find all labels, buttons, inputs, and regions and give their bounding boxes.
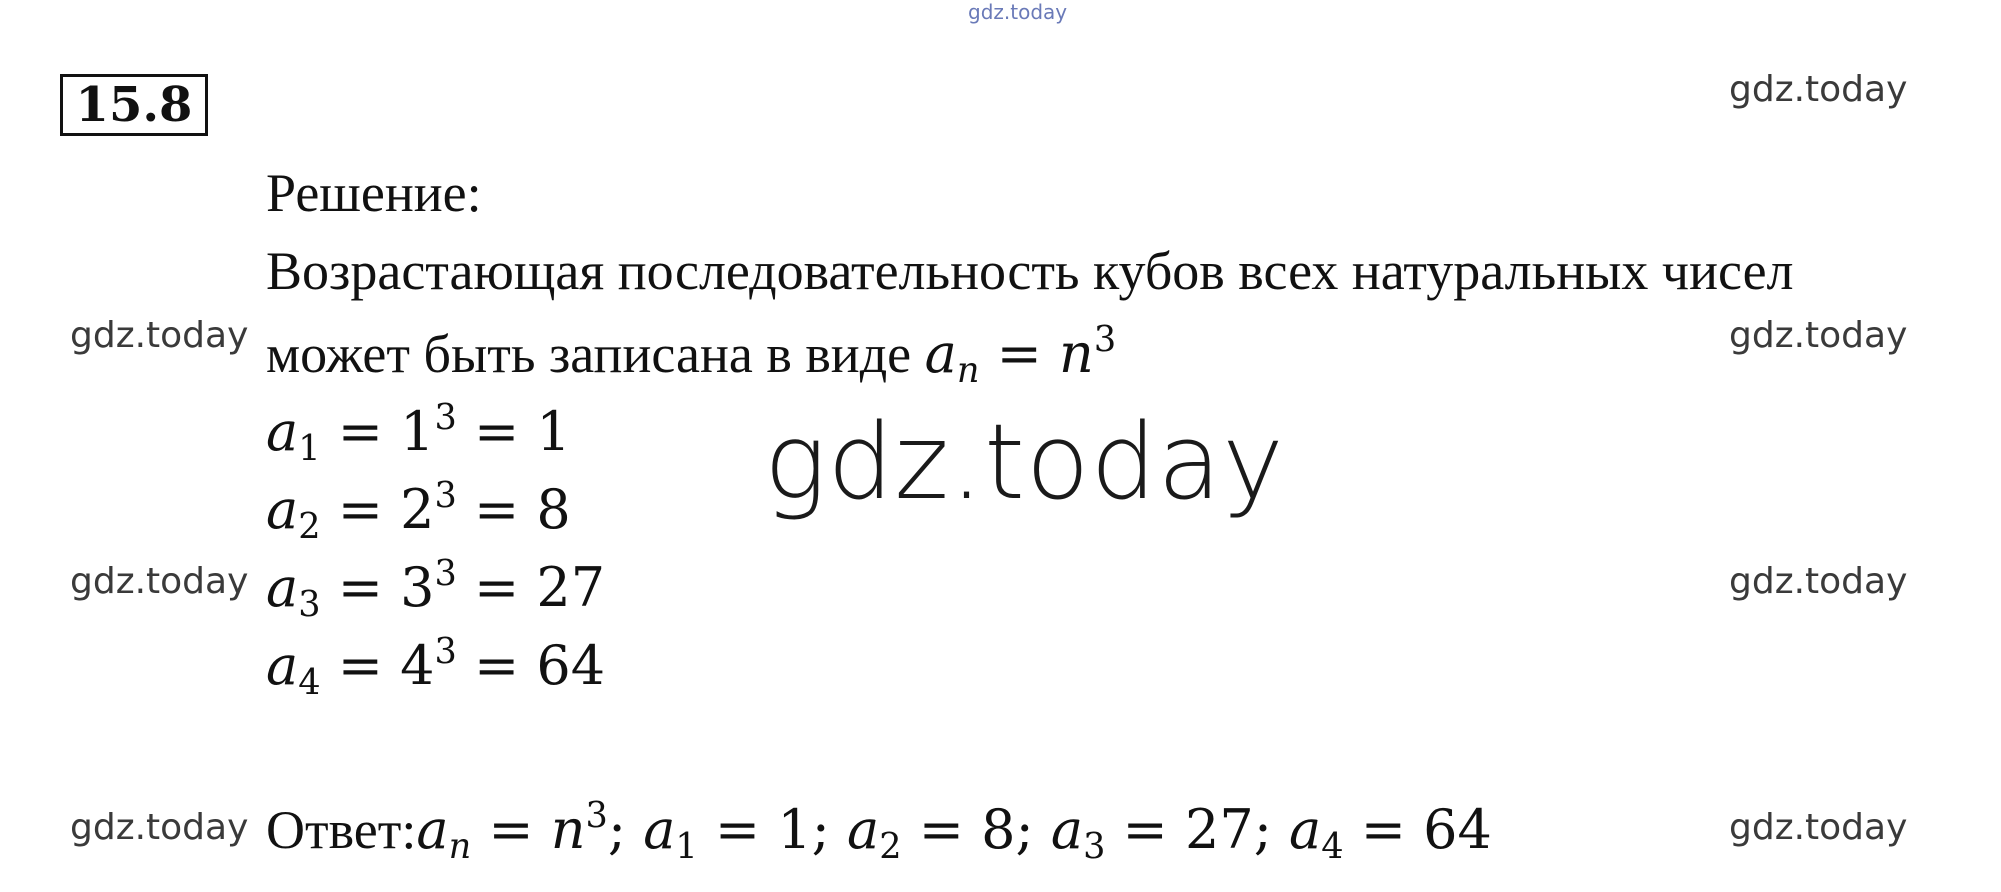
problem-number-box — [60, 74, 208, 136]
watermark-center: gdz.today — [764, 401, 1285, 523]
answer-formula: $a_n = n^3$; $a_1 = 1$; $a_2 = 8$; $a_3 = 27$; $a_4 = 64$ — [416, 795, 1492, 867]
watermark-right-1: gdz.today — [1729, 69, 1908, 110]
answer-line — [266, 795, 1492, 867]
solution-heading: Решение: — [266, 163, 482, 223]
watermark-top: gdz.today — [968, 0, 1068, 24]
intro-line-1: Возрастающая последовательность кубов всех натуральных чисел — [266, 241, 1794, 301]
watermark-left-3: gdz.today — [70, 807, 249, 848]
general-formula: $a_n = n^3$ — [924, 319, 1117, 391]
answer-label: Ответ: — [266, 800, 417, 861]
intro-line-2 — [266, 319, 1117, 391]
watermark-right-3: gdz.today — [1729, 561, 1908, 602]
term-4: $a_4 = 4^3 = 64$ — [266, 631, 606, 703]
term-3: $a_3 = 3^3 = 27$ — [266, 553, 606, 625]
watermark-right-4: gdz.today — [1729, 807, 1908, 848]
watermark-left-1: gdz.today — [70, 315, 249, 356]
term-1: $a_1 = 1^3 = 1$ — [266, 397, 571, 469]
watermark-right-2: gdz.today — [1729, 315, 1908, 356]
watermark-left-2: gdz.today — [70, 561, 249, 602]
problem-number: 15.8 — [75, 77, 193, 133]
intro-line-2-text: может быть записана в виде — [266, 324, 912, 385]
term-2: $a_2 = 2^3 = 8$ — [266, 475, 571, 547]
